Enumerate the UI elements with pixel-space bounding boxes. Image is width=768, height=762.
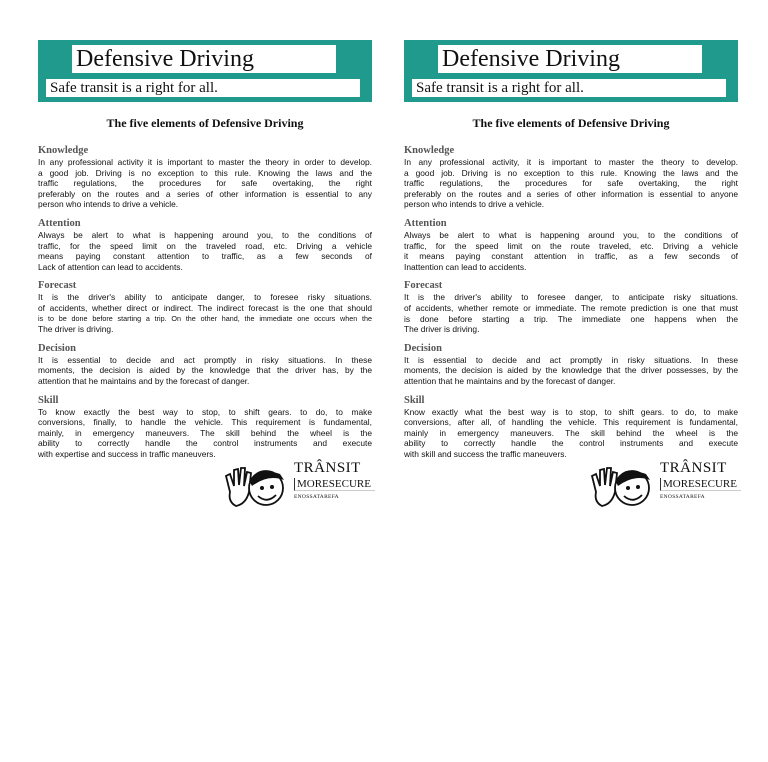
section-decision: [38, 343, 372, 387]
doc-title: The five elements of Defensive Driving: [472, 116, 670, 130]
body-line: moments, the decision is aided by the knowledge that the driver has, by the: [38, 365, 372, 376]
doc-title: The five elements of Defensive Driving: [106, 116, 304, 130]
right-panel: [404, 40, 738, 467]
section-heading: Forecast: [404, 280, 443, 292]
banner-subtitle: Safe transit is a right for all.: [46, 79, 360, 97]
sections: [404, 145, 738, 459]
section-heading: Knowledge: [38, 145, 89, 156]
body-line: It is essential to decide and act promptly in risky situations. In these: [38, 354, 372, 365]
section-knowledge: [38, 145, 372, 210]
body-line: Know exactly what the best way is to stop, to shift gears. to do, to make: [404, 406, 738, 417]
logo-line2: MORESECURE: [294, 478, 375, 491]
body-line: mainly, in emergency maneuvers. The skill behind the wheel is the: [38, 427, 372, 438]
body-line: a good job. Driving is no exception to this rule. Knowing the laws and the: [404, 167, 738, 178]
body-line: is done before starting a trip. The immediate one happens when the: [404, 313, 738, 324]
body-line: It is the driver's ability to anticipate danger, to foresee risky situations.: [38, 292, 372, 303]
body-line: preferably on the routes and a series of other information is essential to any: [38, 188, 372, 199]
sections: [38, 145, 372, 459]
logo-line3: ENOSSATAREFA: [294, 494, 339, 500]
body-line: person who intends to drive a vehicle.: [404, 199, 545, 210]
section-heading: Forecast: [38, 280, 77, 292]
section-heading: Decision: [404, 342, 442, 354]
section-attention: [38, 218, 372, 272]
body-line: moments, the decision is aided by the knowledge that the driver possesses, by the: [404, 365, 738, 376]
section-heading: Skill: [38, 394, 59, 406]
section-forecast: [38, 280, 372, 334]
section-forecast: [404, 280, 738, 334]
body-line: traffic regulations, the procedures for safe overtaking, the right: [38, 178, 372, 189]
body-line: Always be alert to what is happening around you, to the conditions of: [38, 229, 372, 240]
body-line: conversions, after all, of handling the vehicle. This requirement is fundamental,: [404, 417, 738, 428]
body-line: ability to correctly handle the control instruments and execute: [38, 438, 372, 449]
logo-line3: ENOSSATAREFA: [660, 494, 705, 500]
section-decision: [404, 343, 738, 387]
body-line: Always be alert to what is happening around you, to the conditions of: [404, 229, 738, 240]
hand-waving-mascot-icon: [588, 458, 658, 514]
transit-logo: [222, 458, 372, 514]
transit-logo: [588, 458, 738, 514]
body-line: It is the driver's ability to foresee danger, to anticipate risky situations.: [404, 292, 738, 303]
logo-line1: TRÂNSIT: [660, 460, 727, 476]
section-skill: [404, 395, 738, 460]
section-knowledge: [404, 145, 738, 210]
body-line: In any professional activity, it is important to master the theory to develop.: [404, 157, 738, 167]
banner-title: Defensive Driving: [438, 45, 702, 73]
section-heading: Attention: [404, 217, 447, 229]
body-line: traffic regulations, the procedures for safe overtaking, the right: [404, 178, 738, 189]
hand-waving-mascot-icon: [222, 458, 292, 514]
body-line: The driver is driving.: [38, 324, 114, 335]
body-line: mainly in emergency maneuvers. The skill behind the wheel is the: [404, 427, 738, 438]
section-heading: Decision: [38, 342, 76, 354]
banner-title: Defensive Driving: [72, 45, 336, 73]
left-panel: [38, 40, 372, 467]
body-line: Inattention can lead to accidents.: [404, 261, 527, 272]
body-line: It is essential to decide and act promptly in risky situations. In these: [404, 354, 738, 365]
body-line: conversions, finally, to handle the vehicle. This requirement is fundamental,: [38, 417, 372, 428]
body-line: with expertise and success in traffic maneuvers.: [38, 448, 216, 459]
body-line: with skill and success the traffic maneuvers.: [404, 448, 567, 459]
body-line: person who intends to drive a vehicle.: [38, 199, 179, 210]
logo-line1: TRÂNSIT: [294, 460, 361, 476]
body-line: attention that he maintains and by the forecast of danger.: [404, 375, 616, 386]
body-line: of accidents, whether remote or immediate. The remote prediction is one that must: [404, 302, 738, 313]
section-heading: Knowledge: [404, 145, 455, 156]
section-heading: Skill: [404, 394, 425, 406]
banner-subtitle: Safe transit is a right for all.: [412, 79, 726, 97]
logo-line2: MORESECURE: [660, 478, 741, 491]
body-line: means paying constant attention to traffic, as a few seconds of: [38, 251, 372, 262]
body-line: To know exactly the best way to stop, to shift gears. to do, to make: [38, 406, 372, 417]
section-attention: [404, 218, 738, 272]
body-line: The driver is driving.: [404, 324, 480, 335]
banner: [38, 40, 372, 102]
body-line: of accidents, whether direct or indirect. The indirect forecast is the one that should: [38, 302, 372, 313]
body-line: Lack of attention can lead to accidents.: [38, 261, 183, 272]
section-heading: Attention: [38, 217, 81, 229]
body-line: traffic, for the speed limit on the route traveled, etc. Driving a vehicle: [404, 240, 738, 251]
body-line: a good job. Driving is no exception to this rule. Knowing the laws and the: [38, 167, 372, 178]
body-line: traffic, for the speed limit on the traveled road, etc. Driving a vehicle: [38, 240, 372, 251]
body-line: In any professional activity it is important to master the theory in order to develop.: [38, 157, 372, 167]
body-line: ability to correctly handle the control instruments and execute: [404, 438, 738, 449]
section-skill: [38, 395, 372, 460]
body-line: preferably on the routes and a series of other information is essential to anyone: [404, 188, 738, 199]
banner: [404, 40, 738, 102]
body-line: attention that he maintains and by the forecast of danger.: [38, 375, 250, 386]
body-line: it means paying constant attention in traffic, as a few seconds of: [404, 251, 738, 262]
body-line: is to be done before starting a trip. On the other hand, the immediate one occurs when the: [38, 313, 372, 323]
